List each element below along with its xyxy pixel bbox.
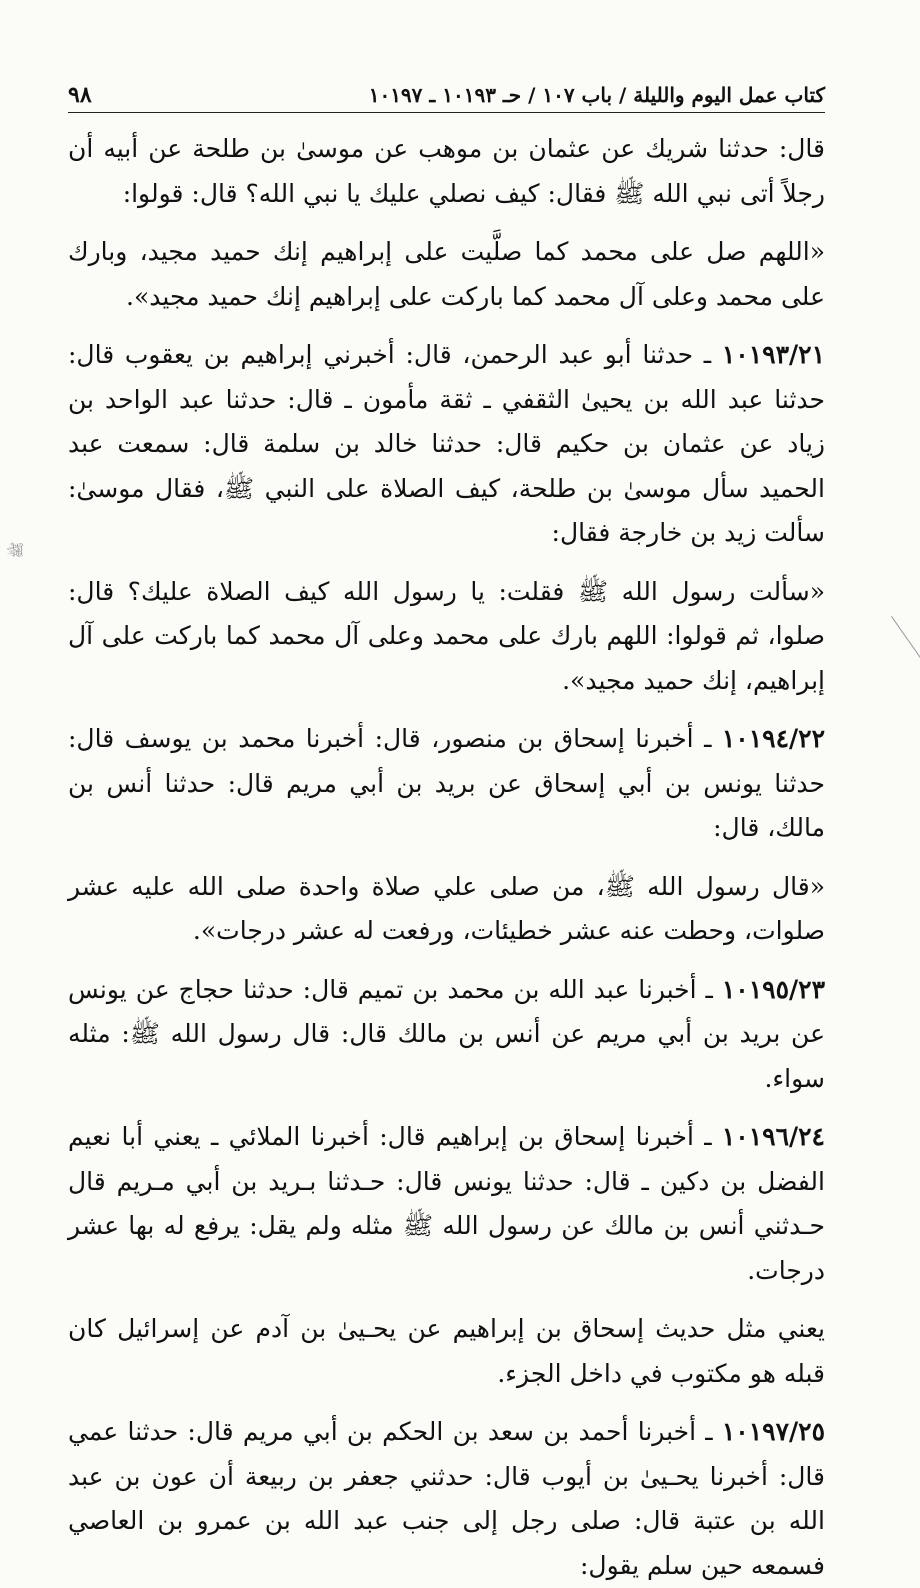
hadith-number: ١٠١٩٧/٢٥ bbox=[721, 1417, 825, 1446]
hadith-text: ـ أخبرنا أحمد بن سعد بن الحكم بن أبي مريم قال: حدثنا عمي قال: أخبرنا يحـيىٰ بن أيوب قال: حدثني جعفر بن ربيعة أن عون بن عبد الله بن عتبة قال: صلى رجل إلى جنب عبد الله بن عمرو بن العاصي فسمعه حين سلم يقول: bbox=[68, 1417, 825, 1580]
quote-1: «اللهم صل على محمد كما صلَّيت على إبراهيم إنك حميد مجيد، وبارك على محمد وعلى آل محمد كما باركت على إبراهيم إنك حميد مجيد». bbox=[68, 237, 825, 311]
hadith-10197 bbox=[68, 1410, 825, 1588]
hadith-number: ١٠١٩٣/٢١ bbox=[721, 340, 825, 369]
hadith-number: ١٠١٩٥/٢٣ bbox=[721, 974, 825, 1004]
hadith-text: ـ أخبرنا إسحاق بن إبراهيم قال: أخبرنا الملائي ـ يعني أبا نعيم الفضل بن دكين ـ قال: حدثنا يونس قال: حـدثنا بـريد بن أبي مـريم قال حـدثني أنس بن مالك عن رسول الله ﷺ مثله ولم يقل: يرفع له بها عشر درجات. bbox=[68, 1122, 825, 1285]
hadith-number: ١٠١٩٤/٢٢ bbox=[721, 724, 825, 753]
margin-stamp: ﷺ bbox=[9, 541, 26, 559]
scan-line-mark bbox=[891, 616, 920, 674]
page-number: ٩٨ bbox=[68, 82, 92, 108]
hadith-10193 bbox=[68, 333, 825, 556]
paragraph-1: قال: حدثنا شريك عن عثمان بن موهب عن موسىٰ بن طلحة عن أبيه أن رجلاً أتى نبي الله ﷺ فقال: كيف نصلي عليك يا نبي الله؟ قال: قولوا: bbox=[68, 134, 825, 208]
quote-3: «قال رسول الله ﷺ، من صلى علي صلاة واحدة صلى الله عليه عشر صلوات، وحطت عنه عشر خطيئات، ورفعت له عشر درجات». bbox=[68, 871, 825, 945]
hadith-text: ـ أخبرنا عبد الله بن محمد بن تميم قال: حدثنا حجاج عن يونس عن بريد بن أبي مريم عن أنس بن مالك قال: قال رسول الله ﷺ: مثله سواء. bbox=[68, 974, 825, 1093]
hadith-text: ـ حدثنا أبو عبد الرحمن، قال: أخبرني إبراهيم بن يعقوب قال: حدثنا عبد الله بن يحيىٰ الثقفي ـ ثقة مأمون ـ قال: حدثنا عبد الواحد بن زياد عن عثمان بن حكيم قال: حدثنا خالد بن سلمة قال: سمعت عبد الحميد سأل موسىٰ بن طلحة، كيف الصلاة على النبي ﷺ، فقال موسىٰ: سألت زيد بن خارجة فقال: bbox=[68, 340, 825, 547]
hadith-10195 bbox=[68, 968, 825, 1102]
running-header bbox=[68, 82, 825, 113]
hadith-10196 bbox=[68, 1115, 825, 1293]
hadith-10194 bbox=[68, 717, 825, 851]
hadith-number: ١٠١٩٦/٢٤ bbox=[721, 1122, 825, 1151]
paragraph-note: يعني مثل حديث إسحاق بن إبراهيم عن يحـيىٰ بن آدم عن إسرائيل كان قبله هو مكتوب في داخل الجزء. bbox=[68, 1314, 825, 1388]
header-title: كتاب عمل اليوم والليلة / باب ١٠٧ / حـ ١٠١٩٣ ـ ١٠١٩٧ bbox=[368, 83, 825, 107]
quote-2: «سألت رسول الله ﷺ فقلت: يا رسول الله كيف الصلاة عليك؟ قال: صلوا، ثم قولوا: اللهم بارك على محمد وعلى آل محمد كما باركت على آل إبراهيم، إنك حميد مجيد». bbox=[68, 576, 825, 695]
hadith-text: ـ أخبرنا إسحاق بن منصور، قال: أخبرنا محمد بن يوسف قال: حدثنا يونس بن أبي إسحاق عن بريد بن أبي مريم قال: حدثنا أنس بن مالك، قال: bbox=[68, 724, 825, 842]
page-body bbox=[68, 82, 825, 1588]
